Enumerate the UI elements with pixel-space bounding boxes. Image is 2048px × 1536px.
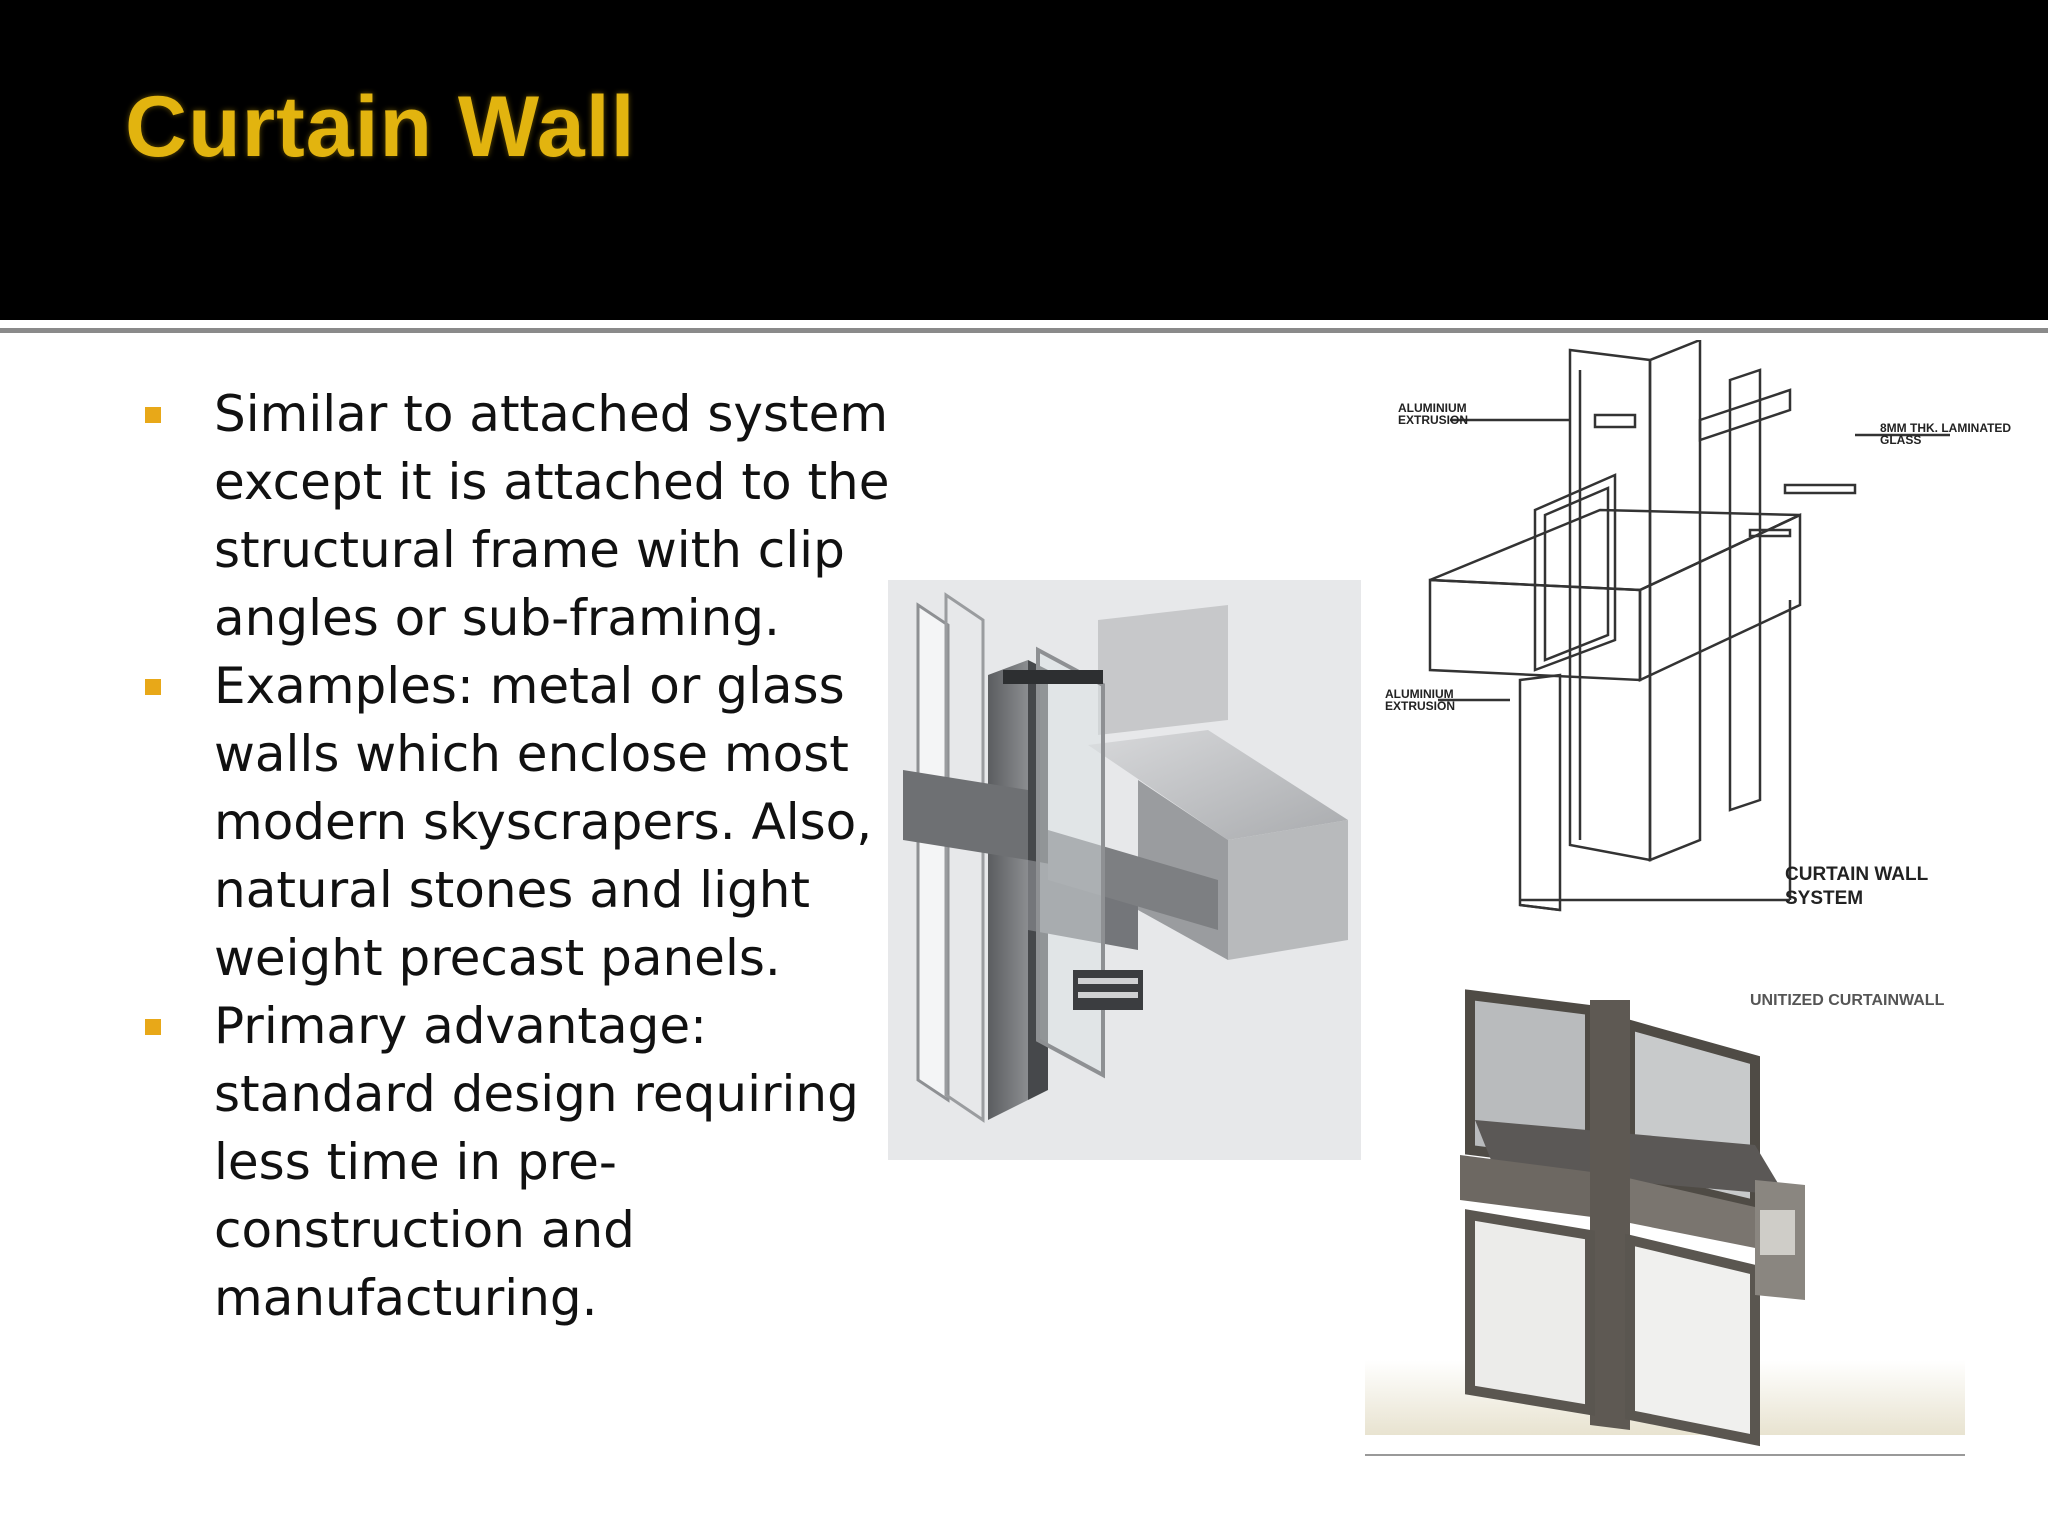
bullet-square-icon [145, 679, 161, 695]
diagram-label-aluminium-mid: ALUMINIUM EXTRUSION [1385, 687, 1456, 713]
divider-gray [0, 328, 2048, 333]
bullet-square-icon [145, 407, 161, 423]
diagram-label-laminated-glass: 8MM THK. LAMINATED GLASS [1880, 421, 2012, 447]
bullet-text: Primary advantage: standard design requiring less time in pre-construction and manufacturing. [214, 997, 859, 1327]
bullet-text: Similar to attached system except it is attached to the structural frame with clip angles or sub-framing. [214, 385, 890, 647]
diagram-label-aluminium-top: ALUMINIUM EXTRUSION [1398, 401, 1469, 427]
bullet-item [140, 380, 900, 652]
photo-caption: UNITIZED CURTAINWALL [1750, 992, 1945, 1009]
unitized-curtainwall-image [1365, 980, 1965, 1460]
bullet-item [140, 652, 900, 992]
title-bar [0, 0, 2048, 320]
bullet-item [140, 992, 900, 1332]
bullet-text: Examples: metal or glass walls which enclose most modern skyscrapers. Also, natural stones and light weight precast panels. [214, 657, 873, 987]
divider-white [0, 320, 2048, 324]
slide-title: Curtain Wall [125, 79, 636, 175]
curtain-wall-system-diagram [1370, 340, 2030, 920]
mullion-render-image [888, 580, 1361, 1160]
diagram-caption: CURTAIN WALL SYSTEM [1785, 864, 1929, 909]
bullet-square-icon [145, 1019, 161, 1035]
bullet-list [140, 380, 900, 1332]
